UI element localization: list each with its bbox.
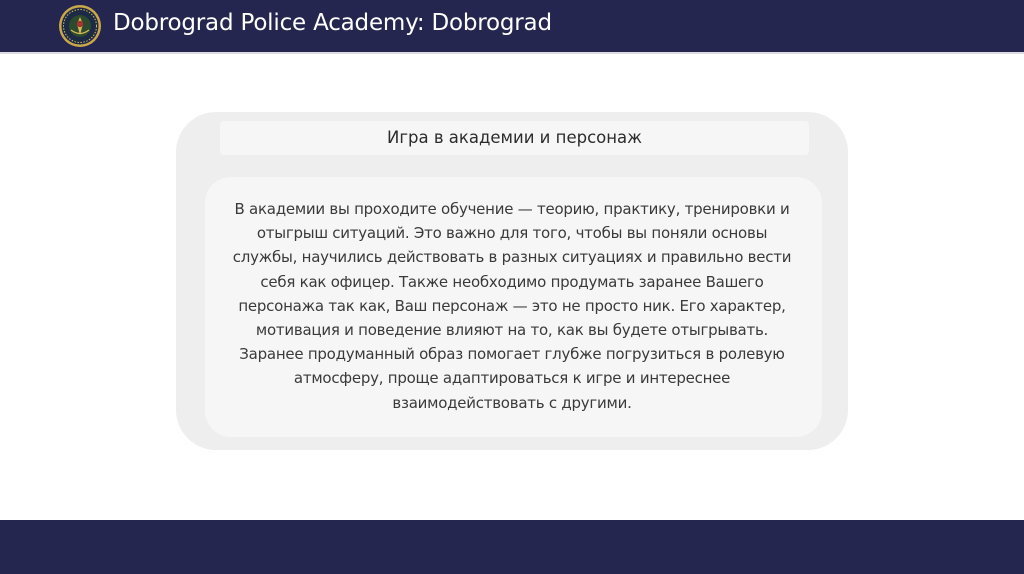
card-body-text: В академии вы проходите обучение — теорию, практику, тренировки и отыгрыш ситуаций. Это важно для того, чтобы вы поняли основы службы, научились действовать в разных ситуациях и правильно вести себя как офицер. Также необходимо продумать заранее Вашего персонажа так как, Ваш персонаж — это не просто ник. Его характер, мотивация и поведение влияют на то, как вы будете отыгрывать. Заранее продуманный образ помогает глубже погрузиться в ролевую атмосферу, проще адаптироваться к игре и интереснее взаимодействовать с другими.: [232, 200, 792, 412]
police-academy-seal-icon: [58, 4, 102, 48]
top-bar: [0, 0, 1024, 52]
bottom-bar: [0, 520, 1024, 574]
card-title: Игра в академии и персонаж: [386, 128, 642, 147]
header-divider: [0, 52, 1024, 54]
app-title: Dobrograd Police Academy: Dobrograd: [113, 10, 552, 36]
